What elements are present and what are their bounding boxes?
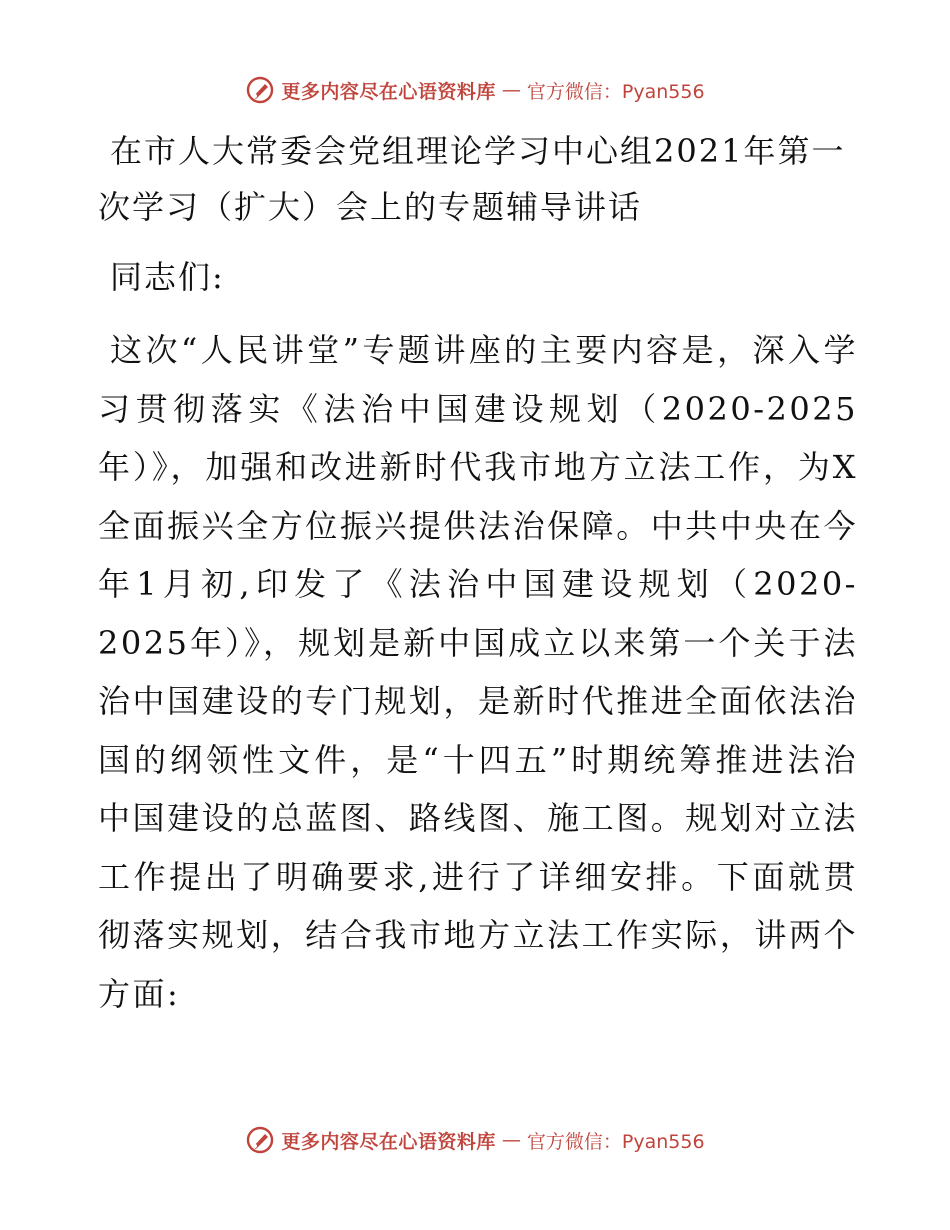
banner-sub-text: 官方微信：Pyan556 [526,80,705,103]
banner-main-text: 更多内容尽在心语资料库 [281,1130,496,1153]
banner-separator: — [501,79,521,101]
pen-logo-icon [245,75,275,105]
footer-banner [0,1120,950,1160]
banner-watermark-footer [245,1125,704,1155]
banner-separator: — [501,1129,521,1151]
pen-logo-icon [245,1125,275,1155]
document-title: 在市人大常委会党组理论学习中心组2021年第一次学习（扩大）会上的专题辅导讲话 [98,132,846,226]
header-banner [0,70,950,110]
banner-main-text: 更多内容尽在心语资料库 [281,80,496,103]
body-paragraph: 这次“人民讲堂”专题讲座的主要内容是，深入学习贯彻落实《法治中国建设规划（2020-2025年）》，加强和改进新时代我市地方立法工作，为X全面振兴全方位振兴提供法治保障。中共中央在今年1月初,印发了《法治中国建设规划（2020-2025年）》，规划是新中国成立以来第一个关于法治中国建设的专门规划，是新时代推进全面依法治国的纲领性文件，是“十四五”时期统筹推进法治中国建设的总蓝图、路线图、施工图。规划对立法工作提出了明确要求,进行了详细安排。下面就贯彻落实规划，结合我市地方立法工作实际，讲两个方面: [98,331,858,1013]
banner-watermark [245,75,704,105]
document-body [98,123,858,1023]
greeting: 同志们: [110,258,225,296]
banner-sub-text: 官方微信：Pyan556 [526,1130,705,1153]
